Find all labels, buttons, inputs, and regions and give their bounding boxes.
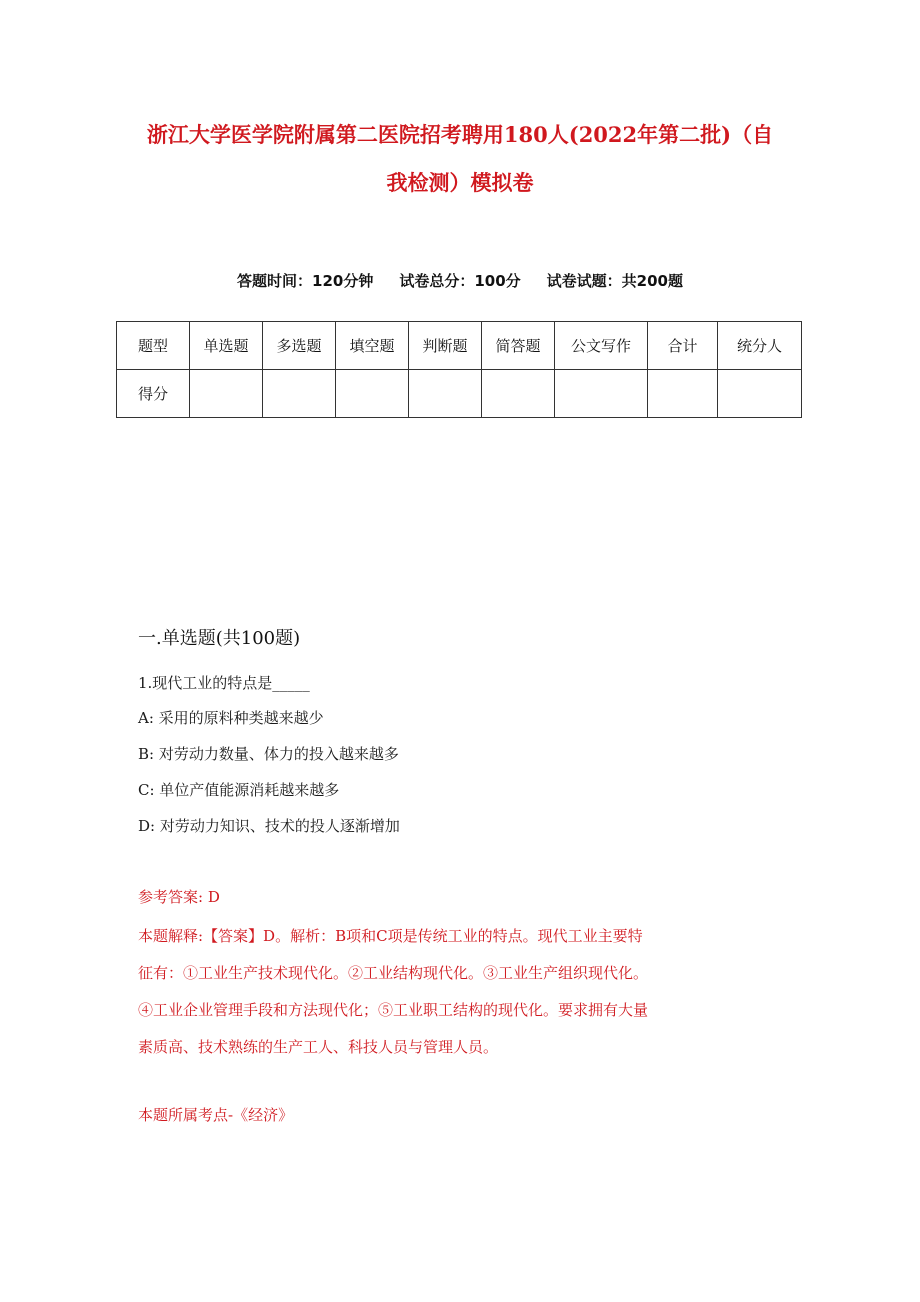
header-cell-short-answer: 简答题	[482, 322, 555, 370]
exam-title-line-1: 浙江大学医学院附属第二医院招考聘用180人(2022年第二批)（自	[146, 122, 774, 147]
score-row-label: 得分	[117, 370, 190, 418]
score-cell[interactable]	[555, 370, 648, 418]
option-b[interactable]: B: 对劳动力数量、体力的投入越来越多	[138, 745, 399, 763]
exam-total-score: 试卷总分：100分	[399, 272, 521, 290]
score-cell[interactable]	[482, 370, 555, 418]
header-cell-total: 合计	[648, 322, 718, 370]
explanation-line: 素质高、技术熟练的生产工人、科技人员与管理人员。	[138, 1038, 499, 1056]
exam-time: 答题时间：120分钟	[237, 272, 374, 290]
score-cell[interactable]	[718, 370, 802, 418]
header-cell-multiple-choice: 多选题	[263, 322, 336, 370]
header-cell-document-writing: 公文写作	[555, 322, 648, 370]
answer-explanation	[138, 918, 778, 1066]
explanation-line: 征有：①工业生产技术现代化。②工业结构现代化。③工业生产组织现代化。	[138, 964, 649, 982]
header-cell-scorer: 统分人	[718, 322, 802, 370]
question-stem: 1.现代工业的特点是_____	[138, 674, 310, 692]
option-d[interactable]: D: 对劳动力知识、技术的投人逐渐增加	[138, 817, 400, 835]
option-a[interactable]: A: 采用的原料种类越来越少	[138, 709, 324, 727]
score-cell[interactable]	[336, 370, 409, 418]
option-c[interactable]: C: 单位产值能源消耗越来越多	[138, 781, 340, 799]
score-table-header-row	[117, 322, 802, 370]
explanation-line: ④工业企业管理手段和方法现代化；⑤工业职工结构的现代化。要求拥有大量	[138, 1001, 649, 1019]
score-cell[interactable]	[190, 370, 263, 418]
score-cell[interactable]	[648, 370, 718, 418]
exam-title-line-2: 我检测）模拟卷	[386, 170, 534, 195]
section-heading: 一.单选题(共100题)	[138, 628, 301, 649]
exam-question-count: 试卷试题：共200题	[546, 272, 683, 290]
question-topic: 本题所属考点-《经济》	[138, 1106, 294, 1124]
reference-answer: 参考答案: D	[138, 888, 220, 906]
header-cell-single-choice: 单选题	[190, 322, 263, 370]
header-cell-true-false: 判断题	[409, 322, 482, 370]
score-cell[interactable]	[263, 370, 336, 418]
score-table-score-row	[117, 370, 802, 418]
header-cell-type: 题型	[117, 322, 190, 370]
header-cell-fill-blank: 填空题	[336, 322, 409, 370]
score-cell[interactable]	[409, 370, 482, 418]
score-table	[116, 321, 802, 418]
explanation-line: 本题解释:【答案】D。解析：B项和C项是传统工业的特点。现代工业主要特	[138, 927, 643, 945]
exam-meta	[0, 270, 920, 291]
